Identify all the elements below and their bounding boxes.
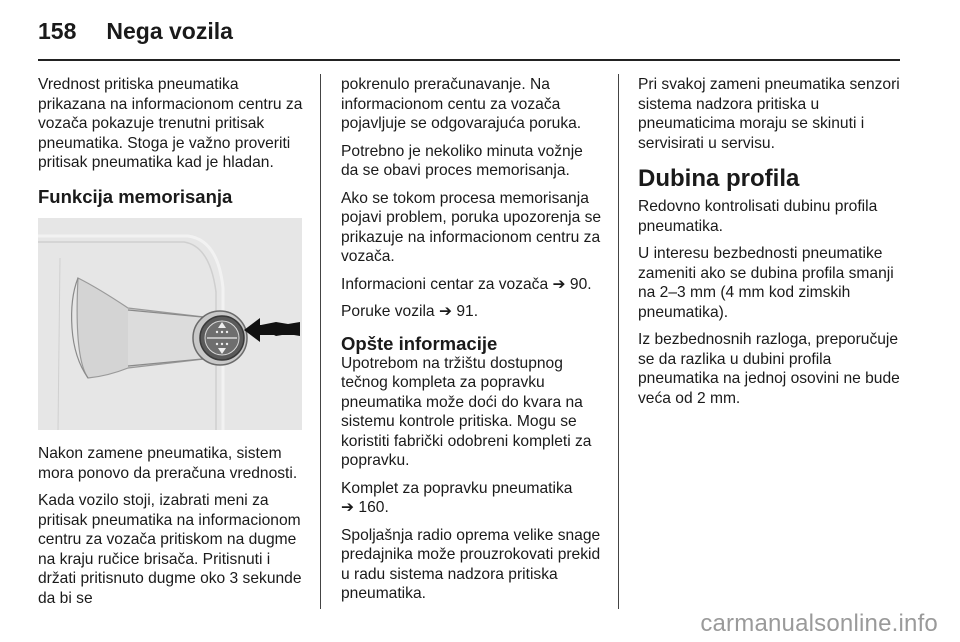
link-page-90[interactable]: 90.: [569, 275, 592, 293]
paragraph-repair-kit-ref: Komplet za popravku pneumatika ➔ 160.: [341, 479, 573, 516]
link-page-91[interactable]: 91.: [456, 303, 479, 320]
page-title: Nega vozila: [106, 18, 233, 44]
paragraph-sensor-service: Pri svakoj zameni pneumatika senzori sistema nadzora pritiska u pneumaticima moraju se skinuti i servisirati u servisu.: [638, 76, 900, 152]
page-number: 158: [38, 18, 77, 44]
column-1: [38, 75, 306, 616]
column-2: [341, 75, 603, 612]
wiper-stalk-icon: [38, 218, 302, 430]
paragraph-driving-minutes: Potrebno je nekoliko minuta vožnje da se obavi proces memorisanja.: [341, 142, 583, 179]
column-3: [638, 75, 902, 416]
paragraph-check-tread: Redovno kontrolisati dubinu profila pneumatika.: [638, 198, 878, 235]
header-rule: [38, 59, 900, 61]
heading-general-information: Opšte informacije: [341, 332, 498, 354]
paragraph-repair-kit-usage: Upotrebom na tržištu dostupnog tečnog kompleta za popravku pneumatika može doći do kvara na sistemu kontrole pritiska. Mogu se koristiti fabrički odobreni kompleti za popravku.: [341, 354, 592, 469]
paragraph-after-tire-change: Nakon zamene pneumatika, sistem mora ponovo da preračuna vrednosti.: [38, 445, 298, 482]
cross-reference-arrow-icon: ➔: [552, 275, 566, 293]
heading-tread-depth: Dubina profila: [638, 165, 800, 192]
paragraph-replace-tyres: U interesu bezbednosti pneumatike zameniti ako se dubina profila smanji na 2–3 mm (4 mm kod zimskih pneumatika).: [638, 245, 894, 321]
paragraph-radio-interference: Spoljašnja radio oprema velike snage predajnika može prouzrokovati prekid u radu sistema nadzora pritiska pneumatika.: [341, 526, 601, 602]
column-divider-2: [618, 74, 619, 609]
heading-memory-function: Funkcija memorisanja: [38, 185, 233, 207]
paragraph-recalculation: pokrenulo preračunavanje. Na informacionom centu za vozača pojavljuje se odgovarajuća poruka.: [341, 76, 582, 132]
paragraph-tire-pressure: Vrednost pritiska pneumatika prikazana na informacionom centru za vozača pokazuje trenutni pritisak pneumatika. Stoga je važno proveriti pritisak pneumatika kad je hladan.: [38, 76, 303, 171]
wiper-stalk-illustration: [38, 218, 302, 430]
paragraph-vehicle-messages-ref: Poruke vozila ➔ 91.: [341, 303, 479, 320]
column-divider-1: [320, 74, 321, 609]
paragraph-driver-info-centre-ref: Informacioni centar za vozača ➔ 90.: [341, 275, 592, 293]
link-page-160[interactable]: 160.: [358, 499, 389, 516]
paragraph-problem-warning: Ako se tokom procesa memorisanja pojavi problem, poruka upozorenja se prikazuje na informacionom centru za vozača.: [341, 189, 602, 265]
cross-reference-arrow-icon: ➔: [341, 499, 355, 516]
watermark: carmanualsonline.info: [700, 610, 938, 637]
paragraph-vehicle-stationary: Kada vozilo stoji, izabrati meni za pritisak pneumatika na informacionom centru za vozača pritiskom na dugme na kraju ručice brisača. Pritisnuti i držati pritisnuto dugme oko 3 sekunde da bi se: [38, 492, 302, 607]
page-header: [38, 18, 233, 45]
paragraph-axle-difference: Iz bezbednosnih razloga, preporučuje se da razlika u dubini profila pneumatika na jednoj osovini ne bude veća od 2 mm.: [638, 331, 900, 407]
cross-reference-arrow-icon: ➔: [438, 303, 453, 320]
